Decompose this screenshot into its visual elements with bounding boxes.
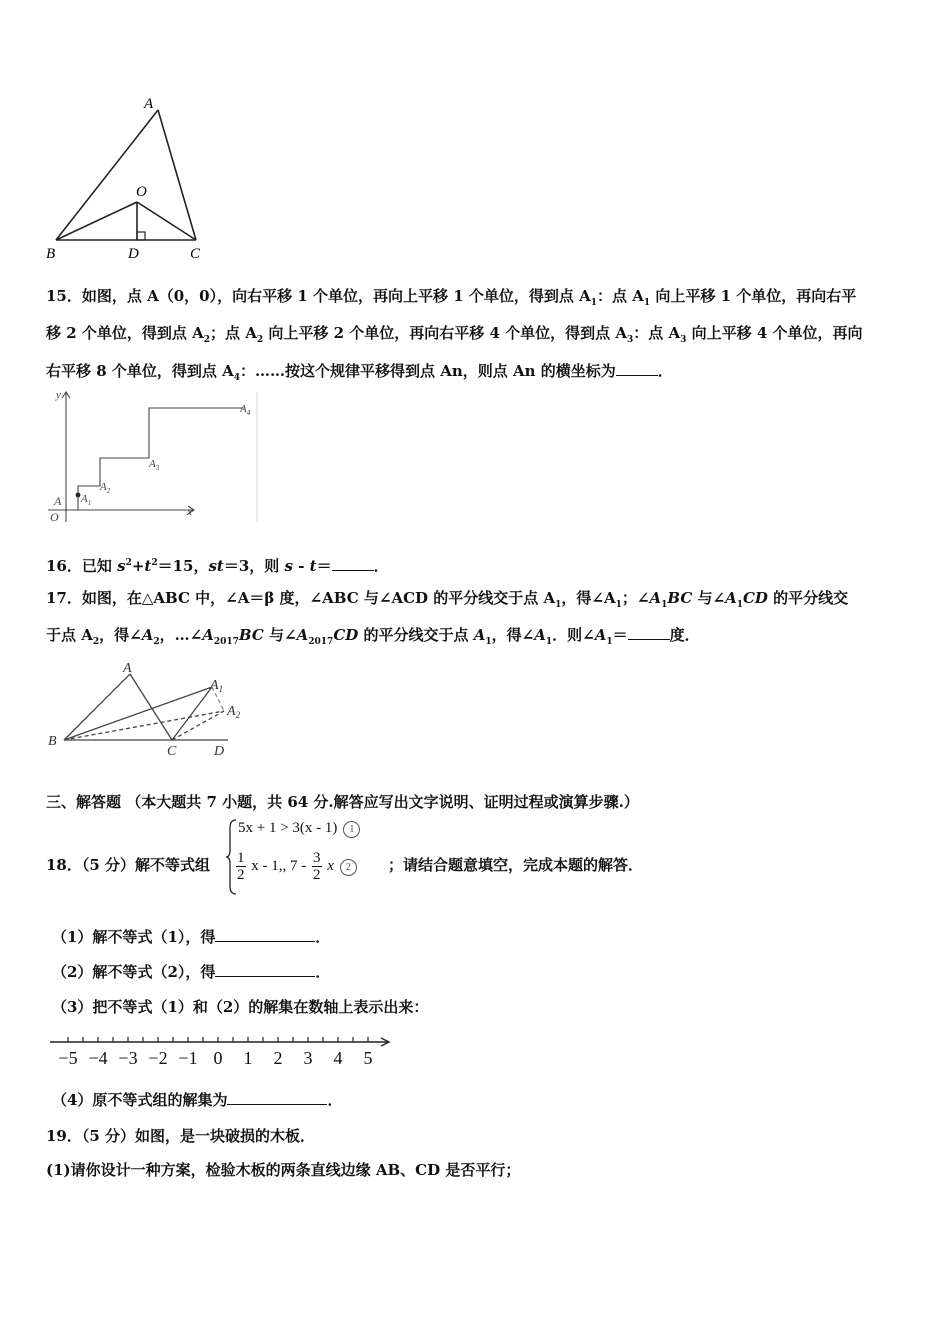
label-a4: $A_4$: [240, 403, 251, 417]
label-a-origin: A: [54, 494, 62, 508]
q15-line-1: 15．如图，点 A（0，0），向右平移 1 个单位，再向上平移 1 个单位，得到点 $A_1$：点 $A_1$ 向上平移 1 个单位，再向右平: [46, 287, 857, 308]
q16-line: 16．已知 $s^2+t^2=15$，st＝3，则 s - t＝ ．: [46, 557, 389, 575]
q18-post: ；请结合题意填空，完成本题的解答．: [388, 856, 644, 874]
number-line-label: −2: [148, 1048, 168, 1068]
answer-blank-18-1[interactable]: [215, 927, 315, 942]
axis-label-y: y: [56, 389, 61, 401]
number-line-label: −5: [58, 1048, 78, 1068]
label-d: D: [214, 744, 225, 759]
label-origin: O: [50, 510, 59, 524]
q17-line-1: 17．如图，在△ABC 中，∠A＝β 度，∠ABC 与∠ACD 的平分线交于点 $A_1$，得$\angle A_1$；$\angle A_1BC$ 与$\angle A_1CD$ 的平分线交: [46, 589, 849, 610]
label-c: C: [167, 744, 177, 759]
answer-blank-15[interactable]: [616, 361, 658, 376]
triangle-figure-abc: [40, 92, 220, 264]
q17-line-2: 于点 $A_2$，得$\angle A_2$，$\dots\angle A_{2017}BC$ 与$\angle A_{2017}CD$ 的平分线交于点 $A_1$，得$\angle A_1$．则$\angle A_1=$ 度．: [46, 626, 700, 647]
label-a: A: [123, 661, 132, 676]
label-o: O: [136, 184, 147, 200]
inequality-2: $\frac{1}{2}$ x - 1,, 7 - $\frac{3}{2}$ x 2: [234, 850, 357, 883]
number-line-label: 0: [213, 1048, 223, 1068]
answer-blank-18-4[interactable]: [227, 1090, 327, 1105]
staircase-figure: [44, 388, 262, 526]
label-a2: $A_2$: [227, 704, 241, 720]
label-a: A: [144, 96, 154, 112]
label-a1: $A_1$: [210, 678, 224, 694]
answer-blank-17[interactable]: [628, 625, 670, 640]
q18-pre: 18．（5 分）解不等式组: [46, 856, 211, 874]
q19-part-1: (1)请你设计一种方案，检验木板的两条直线边缘 AB、CD 是否平行；: [46, 1161, 521, 1179]
angle-bisector-figure: [44, 656, 254, 760]
q18-part-4: （4）原不等式组的解集为 ．: [52, 1091, 343, 1109]
label-a1: $A_1$: [81, 493, 92, 507]
number-line-label: −1: [178, 1048, 198, 1068]
axis-label-x: x: [187, 506, 192, 518]
label-c: C: [190, 246, 201, 262]
number-line-label: 2: [273, 1048, 283, 1068]
label-a3: $A_3$: [149, 458, 160, 472]
inequality-1: 5x + 1 > 3(x - 1) 1: [238, 820, 360, 838]
number-line-label: 3: [303, 1048, 313, 1068]
q15-line-3: 右平移 8 个单位，得到点 $A_4$：……按这个规律平移得到点 An，则点 An 的横坐标为 ．: [46, 362, 673, 383]
q15-line-2: 移 2 个单位，得到点 $A_2$；点 $A_2$ 向上平移 2 个单位，再向右平移 4 个单位，得到点 $A_3$：点 $A_3$ 向上平移 4 个单位，再向: [46, 324, 863, 345]
q19-title: 19．（5 分）如图，是一块破损的木板．: [46, 1127, 316, 1145]
label-d: D: [128, 246, 139, 262]
circle-marker-2: 2: [340, 859, 357, 876]
label-b: B: [48, 734, 57, 749]
label-b: B: [46, 246, 56, 262]
q18-part-3: （3）把不等式（1）和（2）的解集在数轴上表示出来：: [52, 998, 429, 1016]
number-line: [46, 1030, 398, 1074]
number-line-label: 4: [333, 1048, 343, 1068]
number-line-label: 1: [243, 1048, 253, 1068]
answer-blank-16[interactable]: [332, 556, 374, 571]
number-line-label: 5: [363, 1048, 373, 1068]
answer-blank-18-2[interactable]: [215, 962, 315, 977]
q18-part-2: （2）解不等式（2），得 ．: [52, 963, 331, 981]
circle-marker-1: 1: [343, 821, 360, 838]
label-a2: $A_2$: [100, 481, 111, 495]
number-line-label: −4: [88, 1048, 108, 1068]
q18-part-1: （1）解不等式（1），得 ．: [52, 928, 331, 946]
section-3-title: 三、解答题 （本大题共 7 小题，共 64 分.解答应写出文字说明、证明过程或演算步骤.）: [46, 793, 639, 811]
number-line-label: −3: [118, 1048, 138, 1068]
